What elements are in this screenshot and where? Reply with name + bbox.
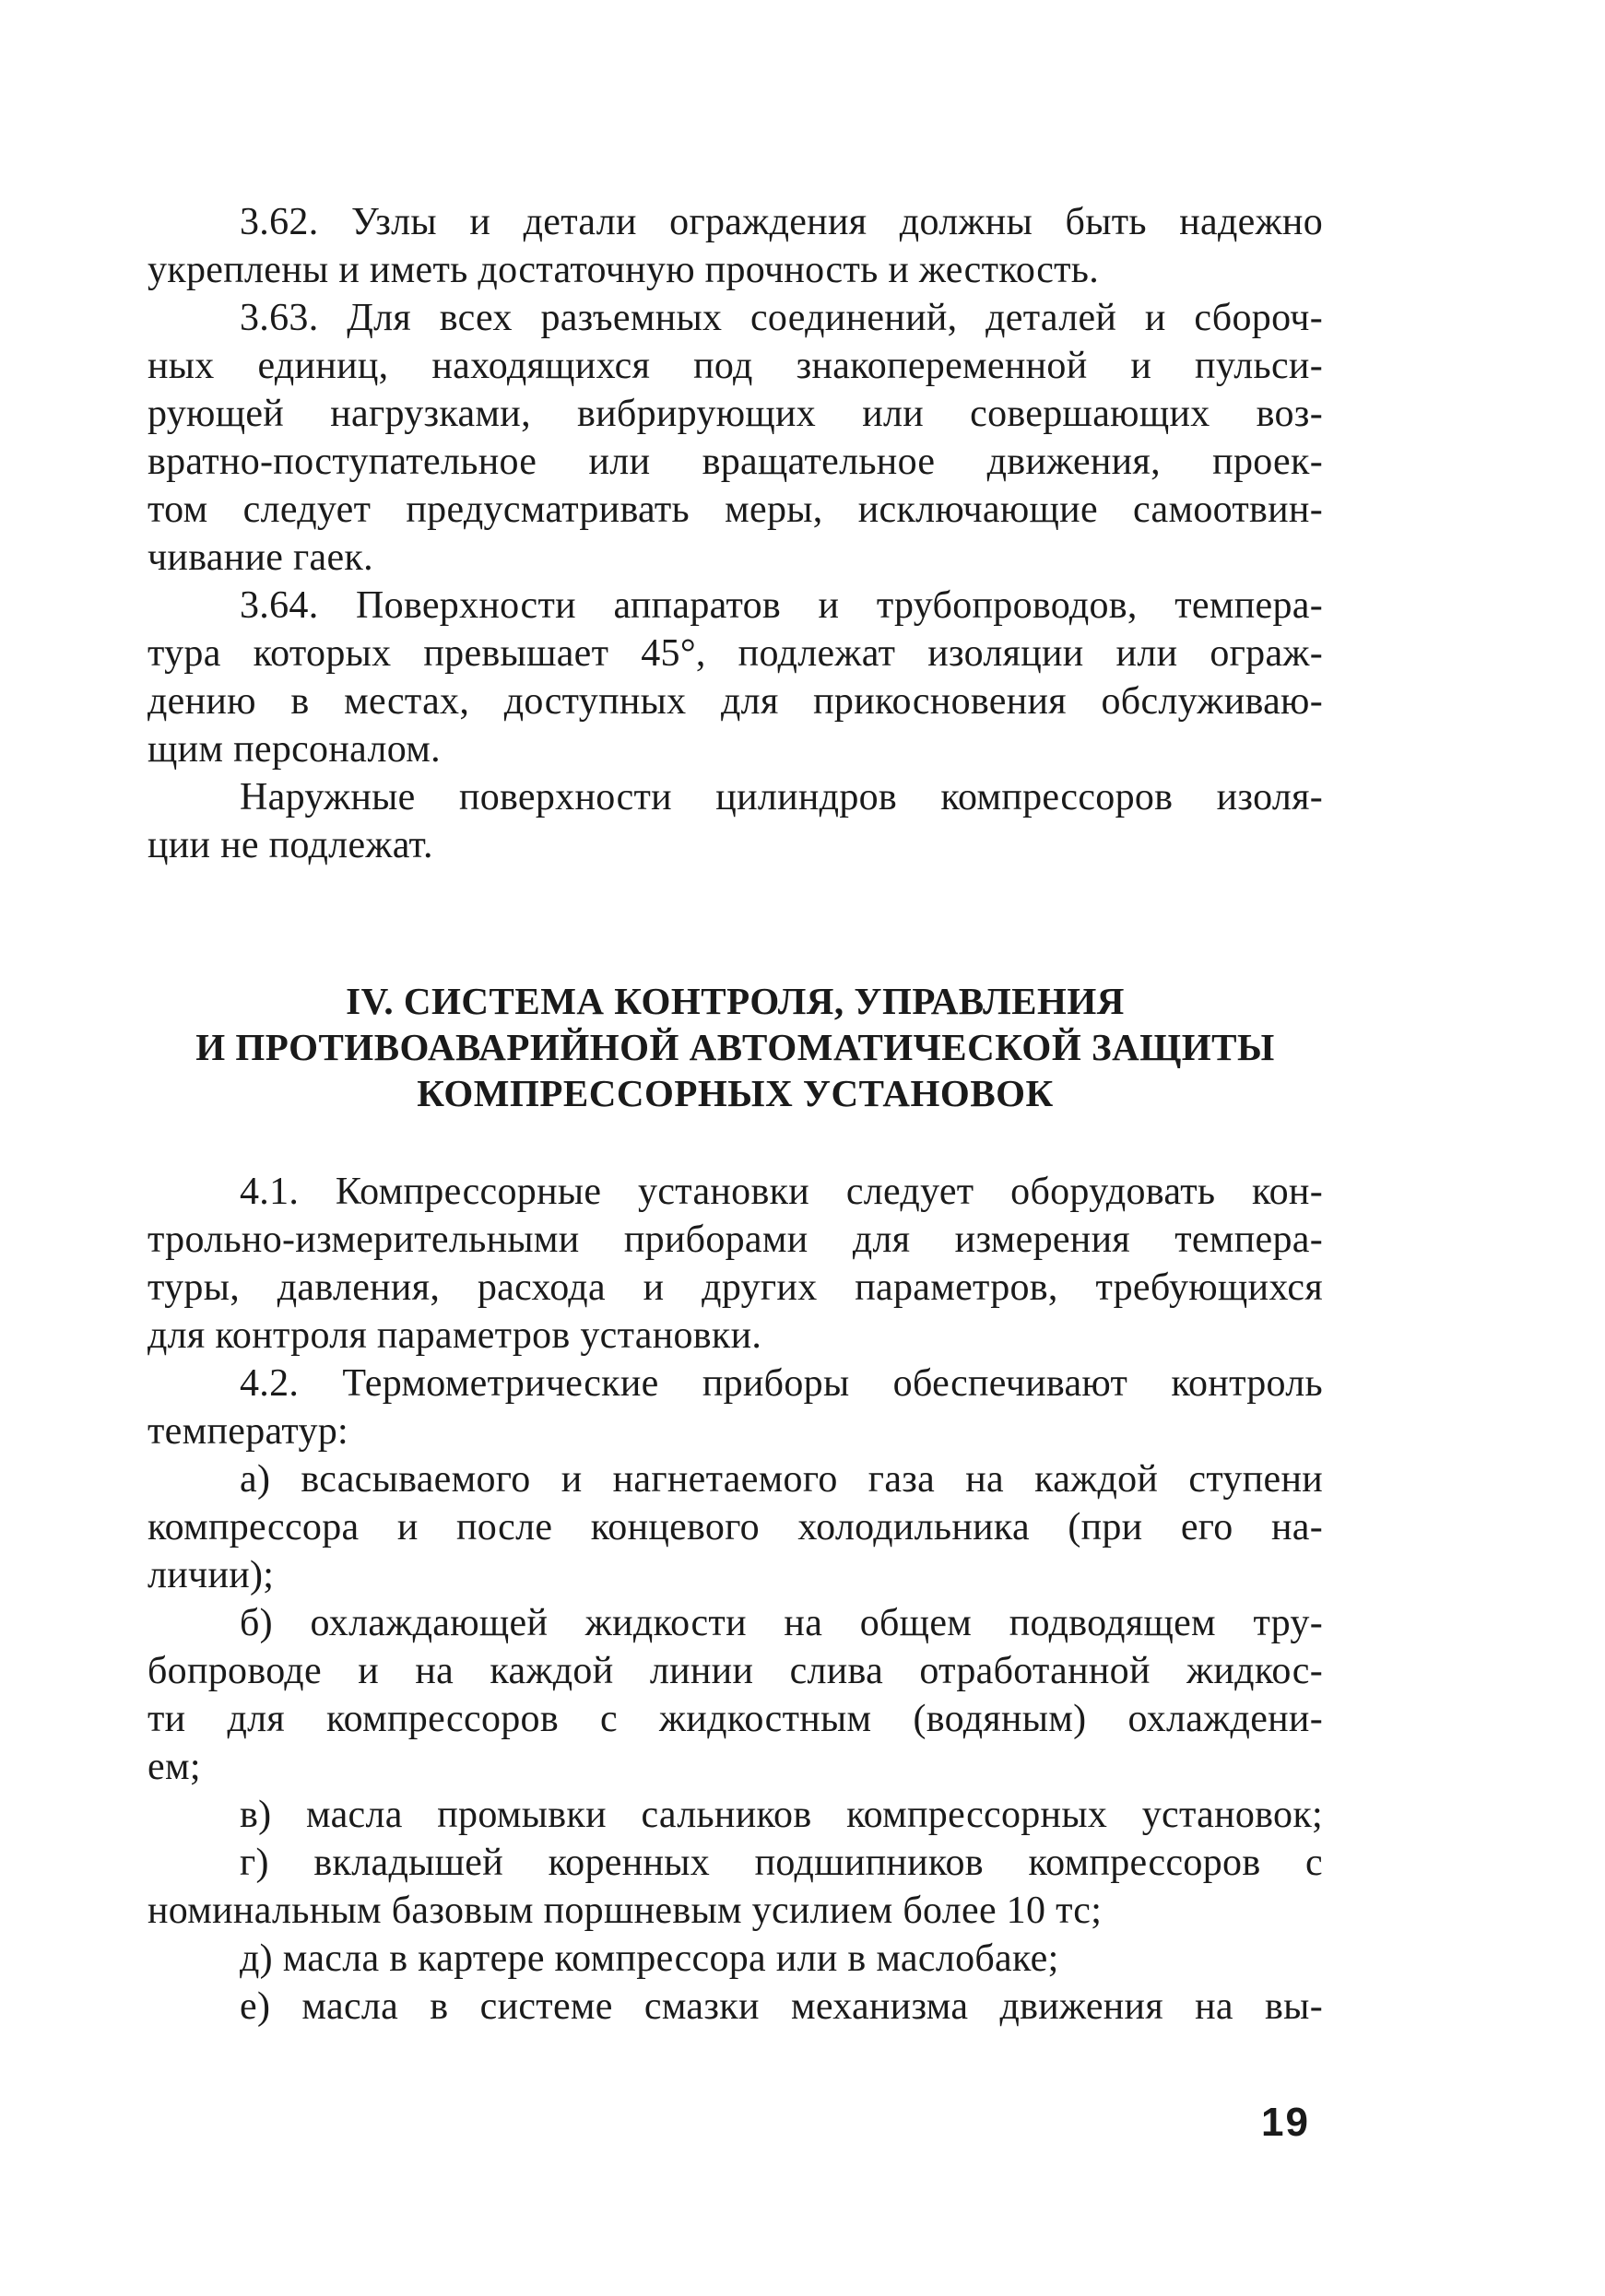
- paragraph-line: Наружные поверхности цилиндров компрессоров изоля-: [240, 776, 1323, 818]
- section-3-text: [148, 198, 1323, 869]
- paragraph-line: 3.62. Узлы и детали ограждения должны быть надежно: [240, 201, 1323, 243]
- paragraph-line: трольно-измерительными приборами для измерения темпера-: [148, 1219, 1323, 1261]
- paragraph-line: вратно-поступательное или вращательное движения, проек-: [148, 441, 1323, 483]
- heading-line: IV. СИСТЕМА КОНТРОЛЯ, УПРАВЛЕНИЯ: [346, 980, 1125, 1022]
- paragraph-line: 3.64. Поверхности аппаратов и трубопроводов, темпера-: [240, 584, 1323, 627]
- paragraph-line: 4.2. Термометрические приборы обеспечивают контроль: [240, 1362, 1323, 1405]
- paragraph-line: 3.63. Для всех разъемных соединений, деталей и сбороч-: [240, 297, 1323, 339]
- paragraph-line: щим персоналом.: [148, 728, 441, 771]
- paragraph-line: туры, давления, расхода и других параметров, требующихся: [148, 1266, 1323, 1309]
- heading-line: И ПРОТИВОАВАРИЙНОЙ АВТОМАТИЧЕСКОЙ ЗАЩИТЫ: [195, 1026, 1275, 1068]
- list-item-line: г) вкладышей коренных подшипников компрессоров с: [240, 1842, 1323, 1884]
- paragraph-line: дению в местах, доступных для прикосновения обслуживаю-: [148, 680, 1323, 723]
- list-item-line: д) масла в картере компрессора или в маслобаке;: [240, 1937, 1059, 1980]
- list-item-line: личии);: [148, 1554, 275, 1596]
- section-4-text: [148, 1168, 1323, 2031]
- heading-spacer: [148, 1116, 1323, 1168]
- paragraph-line: ных единиц, находящихся под знакопеременной и пульси-: [148, 345, 1323, 387]
- list-item-line: е) масла в системе смазки механизма движения на вы-: [240, 1985, 1323, 2028]
- list-item-line: ем;: [148, 1746, 201, 1788]
- list-item-line: а) всасываемого и нагнетаемого газа на каждой ступени: [240, 1458, 1323, 1501]
- document-page: [148, 198, 1323, 2031]
- list-item-line: бопроводе и на каждой линии слива отработанной жидкос-: [148, 1650, 1323, 1692]
- paragraph-line: тура которых превышает 45°, подлежат изоляции или ограж-: [148, 632, 1323, 675]
- section-spacer: [148, 869, 1323, 978]
- list-item-line: б) охлаждающей жидкости на общем подводящем тру-: [240, 1602, 1323, 1644]
- paragraph-line: ции не подлежат.: [148, 824, 433, 866]
- paragraph-line: для контроля параметров установки.: [148, 1314, 762, 1357]
- paragraph-line: 4.1. Компрессорные установки следует оборудовать кон-: [240, 1171, 1323, 1213]
- paragraph-line: температур:: [148, 1410, 349, 1453]
- list-item-line: в) масла промывки сальников компрессорных установок;: [240, 1794, 1323, 1836]
- section-heading: [148, 978, 1323, 1116]
- page-number: 19: [1261, 2100, 1310, 2145]
- paragraph-line: рующей нагрузками, вибрирующих или совершающих воз-: [148, 393, 1323, 435]
- list-item-line: номинальным базовым поршневым усилием более 10 тс;: [148, 1890, 1103, 1932]
- list-item-line: ти для компрессоров с жидкостным (водяным) охлаждени-: [148, 1698, 1323, 1740]
- paragraph-line: чивание гаек.: [148, 536, 373, 579]
- list-item-line: компрессора и после концевого холодильника (при его на-: [148, 1506, 1323, 1548]
- paragraph-line: том следует предусматривать меры, исключающие самоотвин-: [148, 489, 1323, 531]
- paragraph-line: укреплены и иметь достаточную прочность и жесткость.: [148, 249, 1100, 291]
- heading-line: КОМПРЕССОРНЫХ УСТАНОВОК: [417, 1072, 1054, 1114]
